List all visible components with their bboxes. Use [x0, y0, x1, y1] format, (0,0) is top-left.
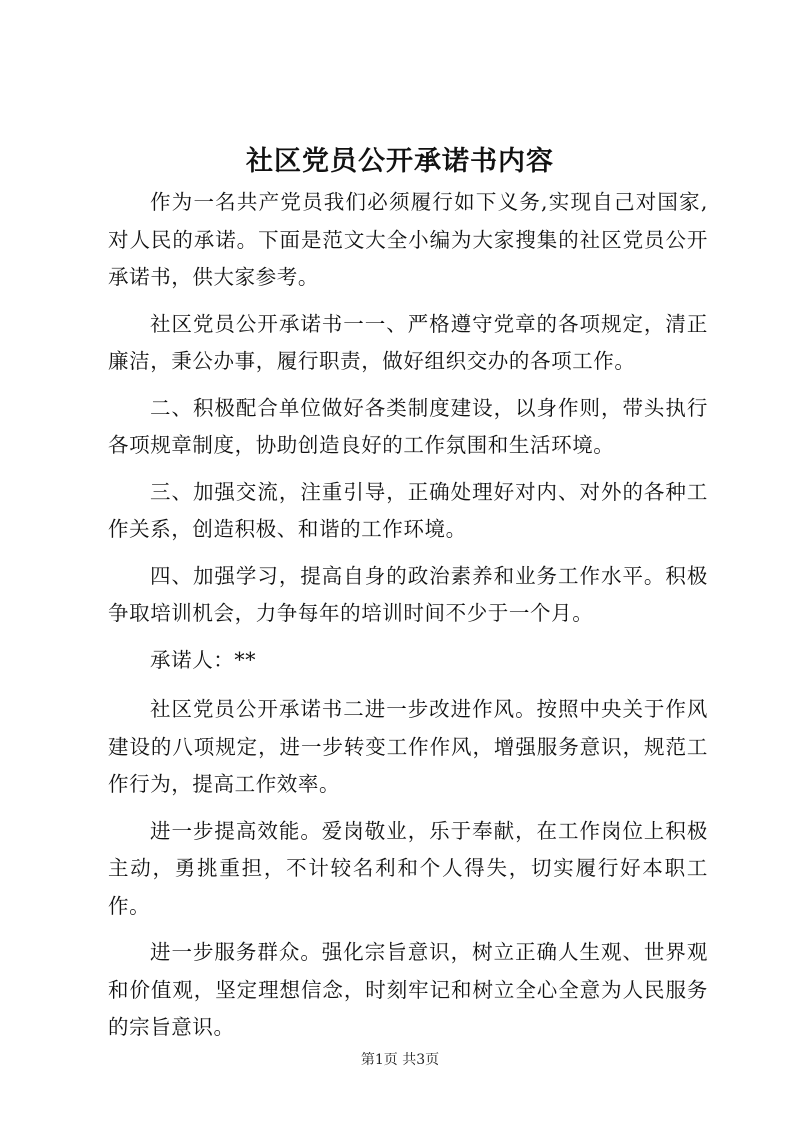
- document-title: 社区党员公开承诺书内容: [246, 146, 554, 177]
- paragraph-pledge-one-item-one: 社区党员公开承诺书一一、严格遵守党章的各项规定，清正廉洁，秉公办事，履行职责，做好组织交办的各项工作。: [108, 311, 708, 373]
- document-body: [108, 184, 708, 1056]
- page-number-footer: 第1页 共3页: [360, 1052, 440, 1068]
- paragraph-pledge-two-service: 进一步服务群众。强化宗旨意识，树立正确人生观、世界观和价值观，坚定理想信念，时刻牢记和树立全心全意为人民服务的宗旨意识。: [108, 940, 708, 1039]
- paragraph-pledge-two-efficiency: 进一步提高效能。爱岗敬业，乐于奉献，在工作岗位上积极主动，勇挑重担，不计较名利和个人得失，切实履行好本职工作。: [108, 818, 708, 918]
- pledger-signature: 承诺人：**: [150, 647, 257, 672]
- paragraph-pledge-one-item-two: 二、积极配合单位做好各类制度建设，以身作则，带头执行各项规章制度，协助创造良好的工作氛围和生活环境。: [108, 395, 708, 457]
- paragraph-pledge-two-style: 社区党员公开承诺书二进一步改进作风。按照中央关于作风建设的八项规定，进一步转变工作作风，增强服务意识，规范工作行为，提高工作效率。: [108, 697, 708, 796]
- paragraph-pledge-one-item-four: 四、加强学习，提高自身的政治素养和业务工作水平。积极争取培训机会，力争每年的培训时间不少于一个月。: [108, 563, 708, 625]
- paragraph-pledge-one-item-three: 三、加强交流，注重引导，正确处理好对内、对外的各种工作关系，创造积极、和谐的工作环境。: [108, 479, 708, 541]
- paragraph-intro: 作为一名共产党员我们必须履行如下义务,实现自己对国家,对人民的承诺。下面是范文大全小编为大家搜集的社区党员公开承诺书，供大家参考。: [108, 190, 708, 289]
